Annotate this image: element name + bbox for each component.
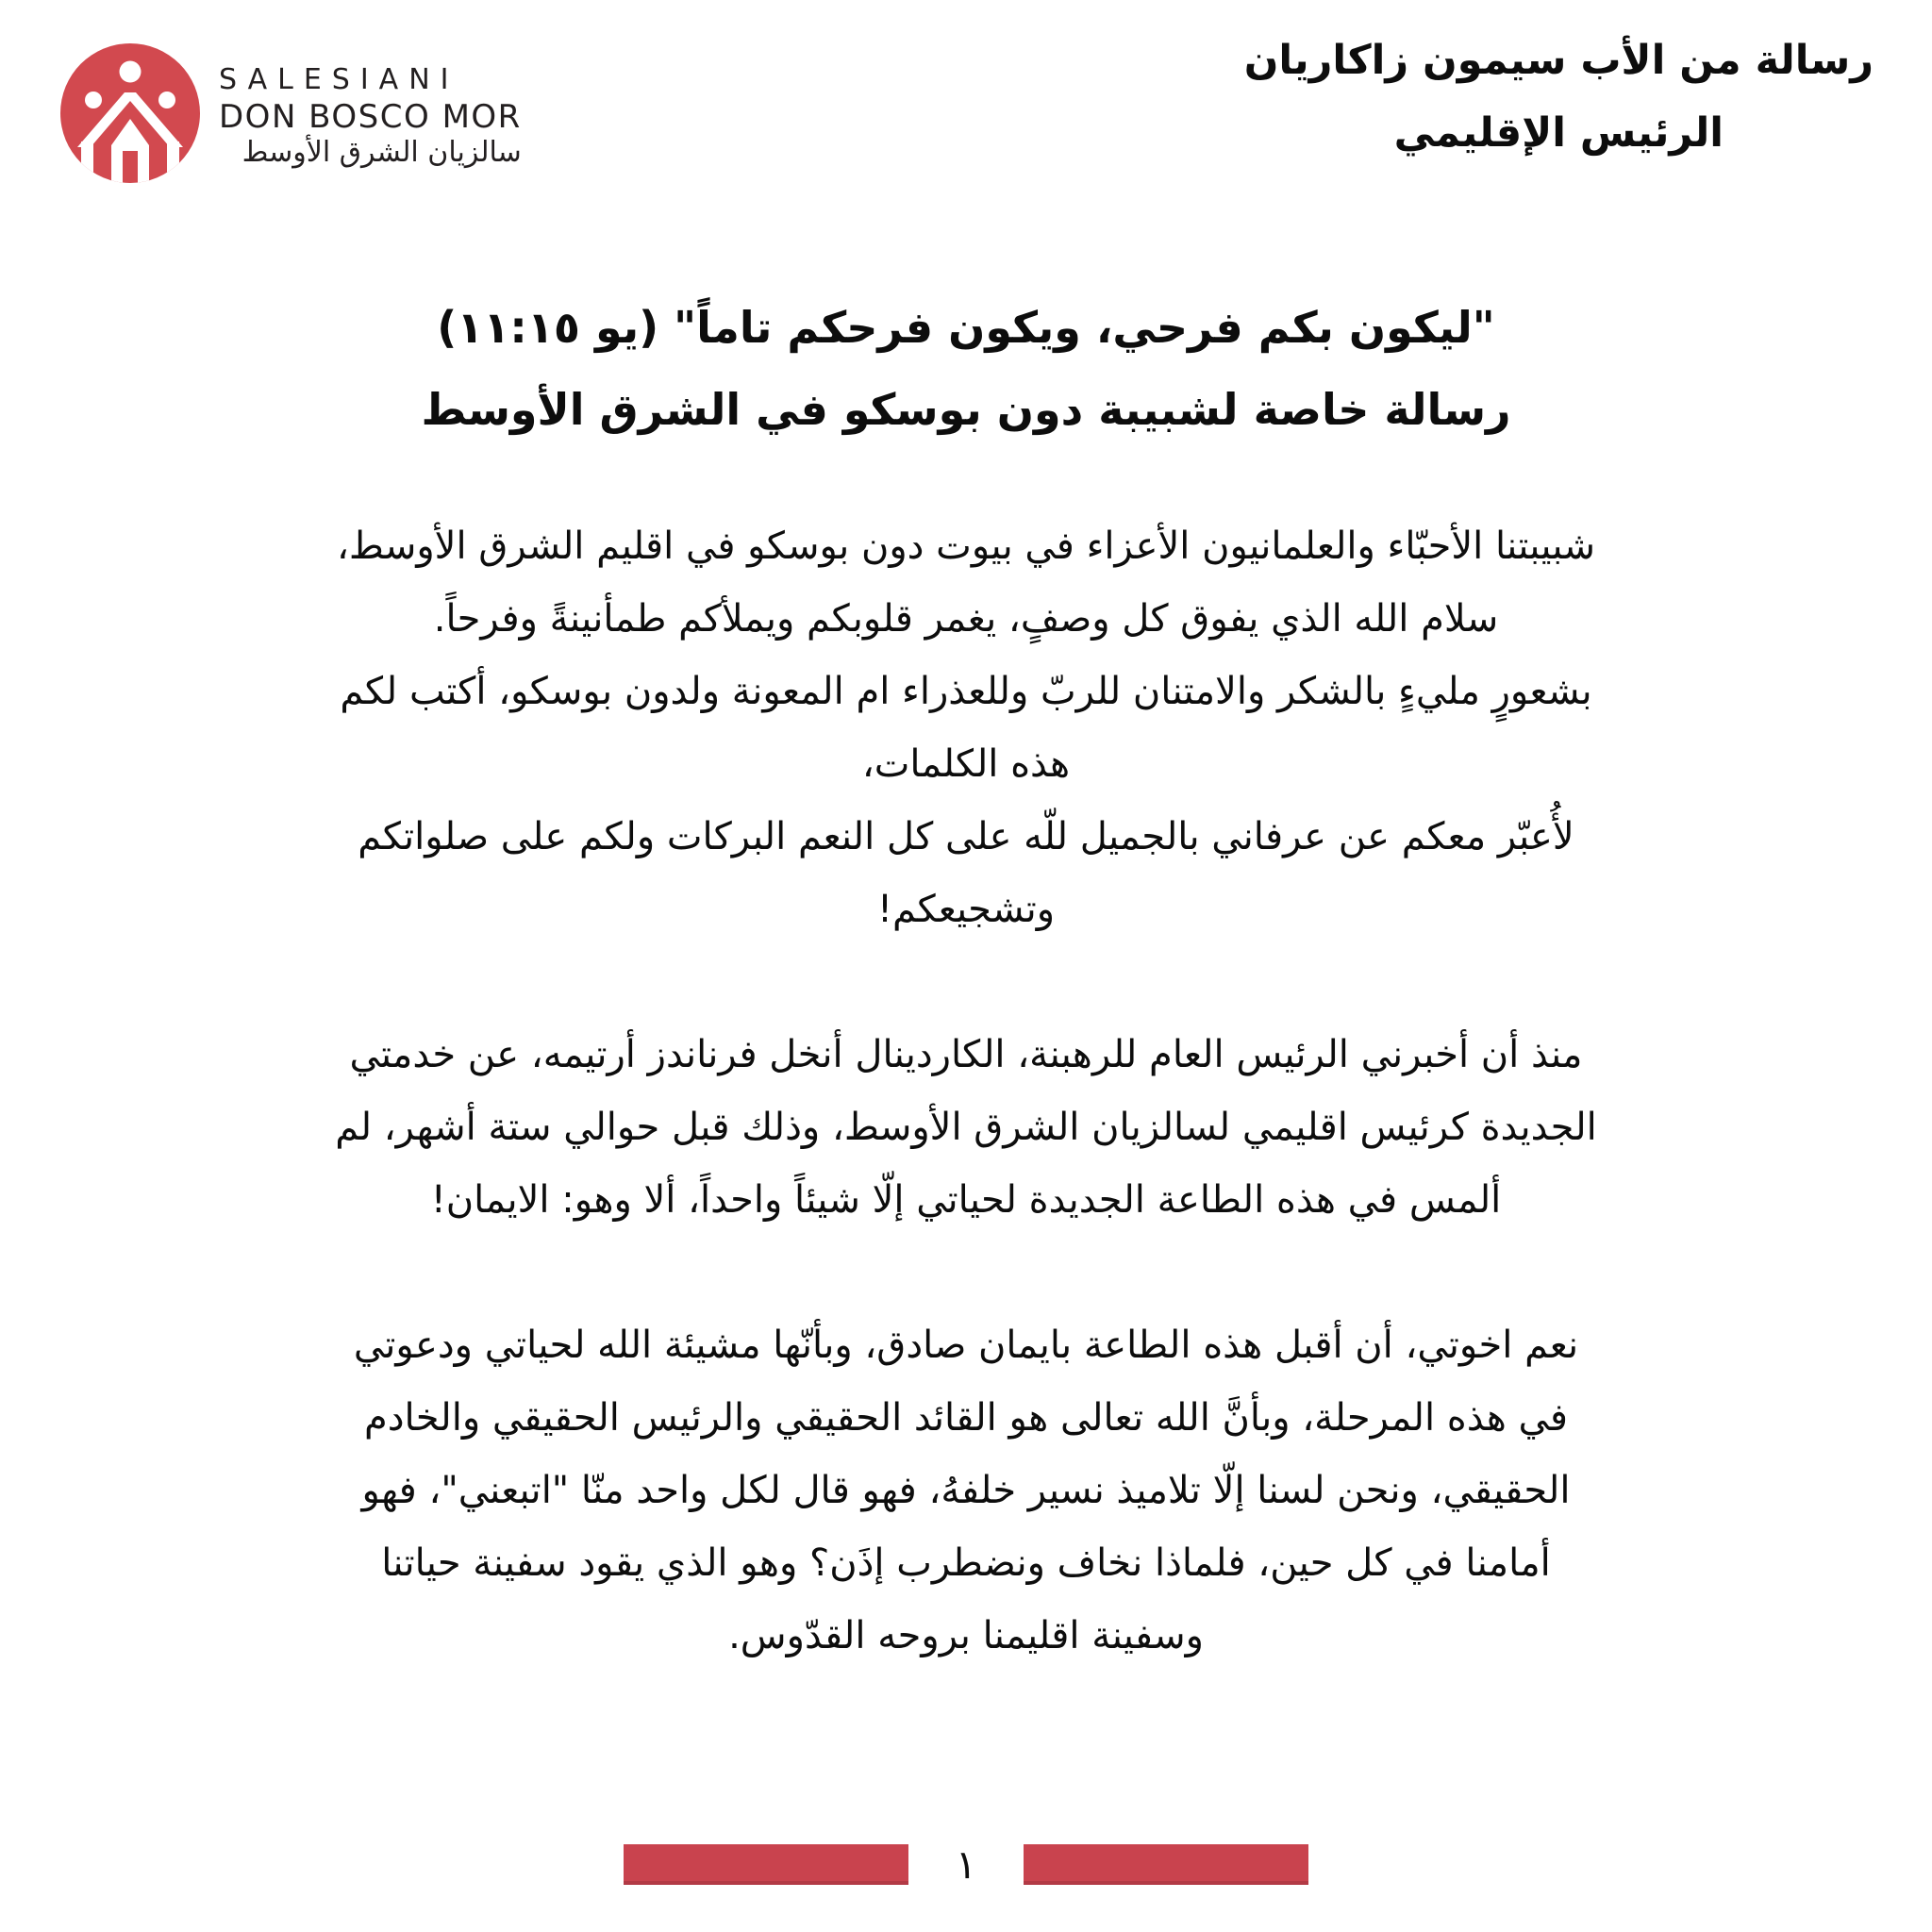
letter-header-line2: الرئيس الإقليمي [1393, 109, 1724, 157]
title-subtitle: رسالة خاصة لشبيبة دون بوسكو في الشرق الأوسط [421, 384, 1511, 435]
body-paragraph [71, 510, 1861, 946]
body-line: وسفينة اقليمنا بروحه القدّوس. [728, 1614, 1204, 1657]
logo-name-arabic: سالزيان الشرق الأوسط [242, 136, 522, 169]
page-number: ١ [955, 1840, 977, 1888]
body-line: هذه الكلمات، [861, 742, 1071, 786]
footer-bar-left [624, 1844, 908, 1885]
body-line: في هذه المرحلة، وبأنَّ الله تعالى هو القائد الحقيقي والرئيس الحقيقي والخادم [363, 1396, 1569, 1440]
body-line: وتشجيعكم! [876, 888, 1056, 931]
document-title [0, 287, 1932, 451]
body-line: الحقيقي، ونحن لسنا إلّا تلاميذ نسير خلفهُ، فهو قال لكل واحد منّا "اتبعني"، فهو [361, 1469, 1571, 1512]
title-verse: "ليكون بكم فرحي، ويكون فرحكم تاماً" (يو ١١:١٥) [437, 302, 1495, 353]
body-line: منذ أن أخبرني الرئيس العام للرهبنة، الكاردينال أنخل فرناندز أرتيمه، عن خدمتي [349, 1033, 1583, 1076]
body-line: أمامنا في كل حين، فلماذا نخاف ونضطرب إذَن؟ وهو الذي يقود سفينة حياتنا [381, 1541, 1551, 1585]
body-line: لأُعبّر معكم عن عرفاني بالجميل للّه على كل النعم البركات ولكم على صلواتكم [358, 815, 1574, 858]
body-line: نعم اخوتي، أن أقبل هذه الطاعة بايمان صادق، وبأنّها مشيئة الله لحياتي ودعوتي [353, 1324, 1579, 1367]
body-paragraph [71, 1309, 1861, 1673]
body-line: شبيبتنا الأحبّاء والعلمانيون الأعزاء في بيوت دون بوسكو في اقليم الشرق الأوسط، [336, 525, 1596, 568]
letter-body [71, 510, 1861, 1673]
footer-bar-right [1024, 1844, 1308, 1885]
letter-header [1244, 25, 1874, 170]
letter-header-line1: رسالة من الأب سيمون زاكاريان [1243, 37, 1874, 84]
body-line: سلام الله الذي يفوق كل وصفٍ، يغمر قلوبكم ويملأكم طمأنينةً وفرحاً. [433, 597, 1499, 641]
logo [58, 42, 522, 185]
body-paragraph [71, 1019, 1861, 1237]
body-line: ألمس في هذه الطاعة الجديدة لحياتي إلّا شيئاً واحداً، ألا وهو: الايمان! [430, 1178, 1502, 1222]
salesiani-logo-icon [58, 42, 202, 185]
page-footer [0, 1840, 1932, 1888]
logo-name-latin: SALESIANI [219, 63, 459, 96]
body-line: الجديدة كرئيس اقليمي لسالزيان الشرق الأوسط، وذلك قبل حوالي ستة أشهر، لم [335, 1106, 1597, 1149]
logo-text [219, 63, 522, 169]
logo-name-donbosco: DON BOSCO MOR [219, 98, 522, 136]
body-line: بشعورٍ مليءٍ بالشكر والامتنان للربّ وللعذراء ام المعونة ولدون بوسكو، أكتب لكم [340, 670, 1592, 713]
